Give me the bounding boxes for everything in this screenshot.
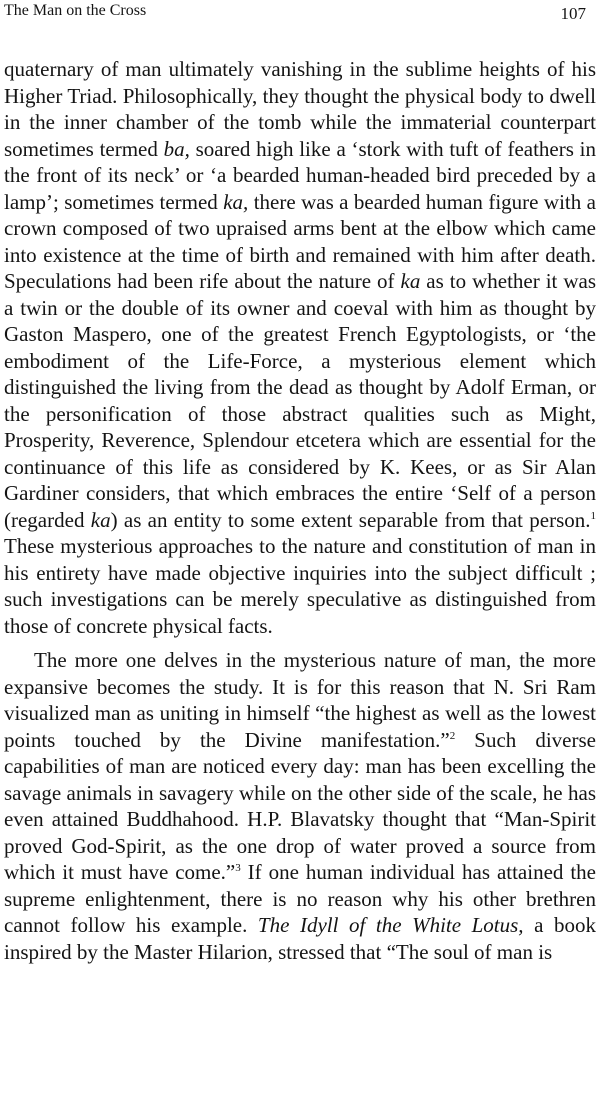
italic-term-ba: ba, [163,136,190,161]
page-header [0,0,600,40]
text-segment: there was a bearded human figure with a crown composed of two upraised arms bent at the elbow which came into existence at the time of birth and remained with him after death. Speculations had been rife about the nature of [4,189,596,293]
running-title: The Man on the Cross [4,2,147,19]
paragraph-1 [4,56,596,639]
text-segment: These mysterious approaches to the nature and constitution of man in his entirety have made objective inquiries into the subject difficult ; such investigations can be merely speculative as distinguished from those of concrete physical facts. [4,534,596,638]
text-segment: If one human individual has attained the supreme enlightenment, there is no reason why his other brethren cannot follow his example. [4,860,596,937]
body-text [4,56,596,965]
footnote-marker-3: 3 [235,862,241,874]
footnote-marker-1: 1 [590,509,596,522]
text-segment: Such diverse capabilities of man are noticed every day: man has been excelling the savage animals in savagery while on the other side of the scale, he has even attained Buddhahood. H.P. Blavatsky thought that “Man-Spirit proved God-Spirit, as the one drop of water proved a source from which it must have come.” [4,727,596,884]
italic-book-title: The Idyll of the White Lotus, [257,913,524,937]
italic-term-ka: ka, [223,189,249,214]
italic-term-ka: ka [400,269,421,293]
footnote-marker-2: 2 [449,729,456,742]
text-segment: quaternary of man ultimately vanishing in the sublime heights of his Higher Triad. Philosophically, they thought the physical body to dwell in the inner chamber of the tomb while the immaterial counterpart sometimes termed [4,57,596,161]
text-segment: as to whether it was a twin or the double of its owner and coeval with him as thought by Gaston Maspero, one of the greatest French Egyptologists, or ‘the embodiment of the Life-Force, a mysterious element which distinguished the living from the dead as thought by Adolf Erman, or the personification of those abstract qualities such as Might, Prosperity, Reverence, Splendour etcetera which are essential for the continuance of this life as considered by K. Kees, or as Sir Alan Gardiner considers, that which embraces the entire ‘Self of a person (regarded [4,269,596,532]
text-segment: ) as an entity to some extent separable from that person. [110,507,591,532]
page-number: 107 [560,4,586,23]
text-segment: soared high like a ‘stork with tuft of feathers in the front of its neck’ or ‘a bearded human-headed bird preceded by a lamp’; sometimes termed [4,136,596,214]
text-segment: a book inspired by the Master Hilarion, stressed that “The soul of man is [4,913,596,964]
paragraph-2 [4,647,596,965]
italic-term-ka: ka [90,507,111,532]
text-segment: The more one delves in the mysterious nature of man, the more expansive becomes the study. It is for this reason that N. Sri Ram visualized man as uniting in himself “the highest as well as the lowest points touched by the Divine manifestation.” [4,648,596,752]
